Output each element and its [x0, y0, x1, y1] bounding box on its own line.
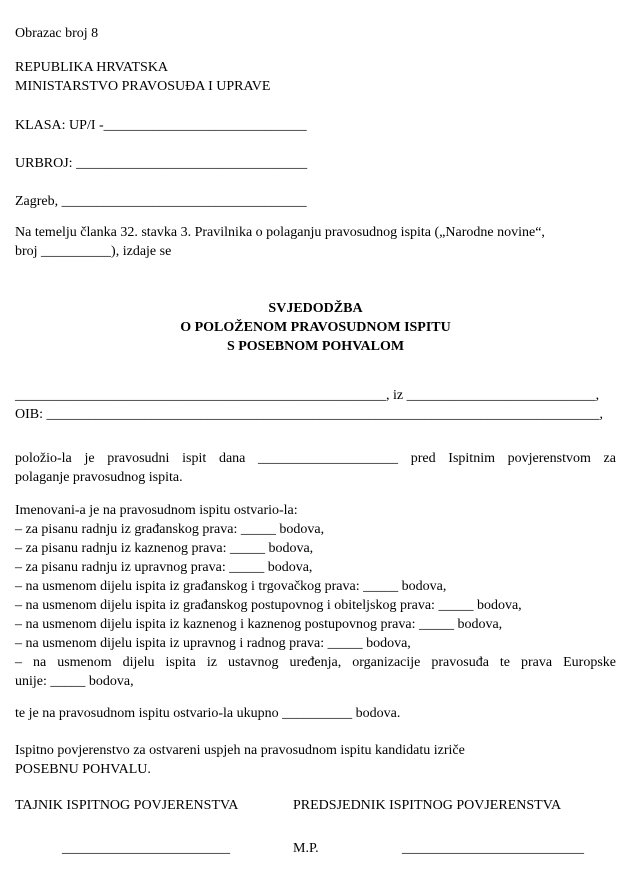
score-item: – na usmenom dijelu ispita iz građanskog postupovnog i obiteljskog prava: _____ bodova, — [15, 598, 522, 613]
exam-passed-line2: polaganje pravosudnog ispita. — [15, 470, 183, 485]
urbroj-line: URBROJ: _________________________________ — [15, 156, 308, 171]
klasa-line: KLASA: UP/I -_____________________________ — [15, 118, 307, 133]
title-line1: SVJEDODŽBA — [268, 301, 363, 316]
place-date-line: Zagreb, ___________________________________ — [15, 194, 307, 209]
scores-block — [15, 501, 616, 691]
legal-basis-line2: broj __________), izdaje se — [15, 244, 172, 259]
score-item: – na usmenom dijelu ispita iz ustavnog uređenja, organizacije pravosuđa te prava Europske — [15, 655, 616, 670]
title-line2: O POLOŽENOM PRAVOSUDNOM ISPITU — [180, 320, 451, 335]
exam-passed-line1: položio-la je pravosudni ispit dana ____________________ pred Ispitnim povjerenstvom za — [15, 451, 616, 466]
score-item: – na usmenom dijelu ispita iz građanskog i trgovačkog prava: _____ bodova, — [15, 579, 447, 594]
score-item: – za pisanu radnju iz upravnog prava: _____ bodova, — [15, 560, 313, 575]
score-item: – za pisanu radnju iz građanskog prava: _____ bodova, — [15, 522, 325, 537]
certificate-title — [15, 299, 616, 356]
issuer-ministry: MINISTARSTVO PRAVOSUĐA I UPRAVE — [15, 79, 271, 94]
issuer-block — [15, 58, 616, 96]
signature-titles-row — [15, 796, 616, 815]
title-line3: S POSEBNOM POHVALOM — [226, 339, 405, 354]
secretary-title: TAJNIK ISPITNOG POVJERENSTVA — [15, 798, 239, 813]
president-signature-line: __________________________ — [402, 841, 584, 856]
candidate-oib-line: OIB: _______________________________________________________________________________, — [15, 407, 603, 422]
score-item: – na usmenom dijelu ispita iz upravnog i radnog prava: _____ bodova, — [15, 636, 411, 651]
scores-intro: Imenovani-a je na pravosudnom ispitu ostvario-la: — [15, 503, 298, 518]
signature-lines-row — [15, 839, 616, 858]
exam-passed-paragraph — [15, 449, 616, 487]
commendation-line1: Ispitno povjerenstvo za ostvareni uspjeh na pravosudnom ispitu kandidatu izriče — [15, 743, 465, 758]
seal-mark: M.P. — [293, 841, 319, 856]
score-item: – za pisanu radnju iz kaznenog prava: _____ bodova, — [15, 541, 314, 556]
form-number: Obrazac broj 8 — [15, 26, 99, 41]
commendation-paragraph — [15, 741, 616, 779]
total-points-line: te je na pravosudnom ispitu ostvario-la ukupno __________ bodova. — [15, 706, 401, 721]
score-item-continuation: unije: _____ bodova, — [15, 674, 134, 689]
legal-basis-line1: Na temelju članka 32. stavka 3. Pravilnika o polaganju pravosudnog ispita („Narodne novine“, — [15, 225, 545, 240]
secretary-signature-line: ________________________ — [62, 841, 230, 856]
issuer-country: REPUBLIKA HRVATSKA — [15, 60, 169, 75]
candidate-name-line: _____________________________________________________, iz ___________________________, — [15, 388, 600, 403]
legal-basis-paragraph — [15, 223, 616, 261]
president-title: PREDSJEDNIK ISPITNOG POVJERENSTVA — [293, 798, 562, 813]
commendation-line2: POSEBNU POHVALU. — [15, 762, 151, 777]
score-item: – na usmenom dijelu ispita iz kaznenog i kaznenog postupovnog prava: _____ bodova, — [15, 617, 503, 632]
candidate-block — [15, 386, 616, 424]
